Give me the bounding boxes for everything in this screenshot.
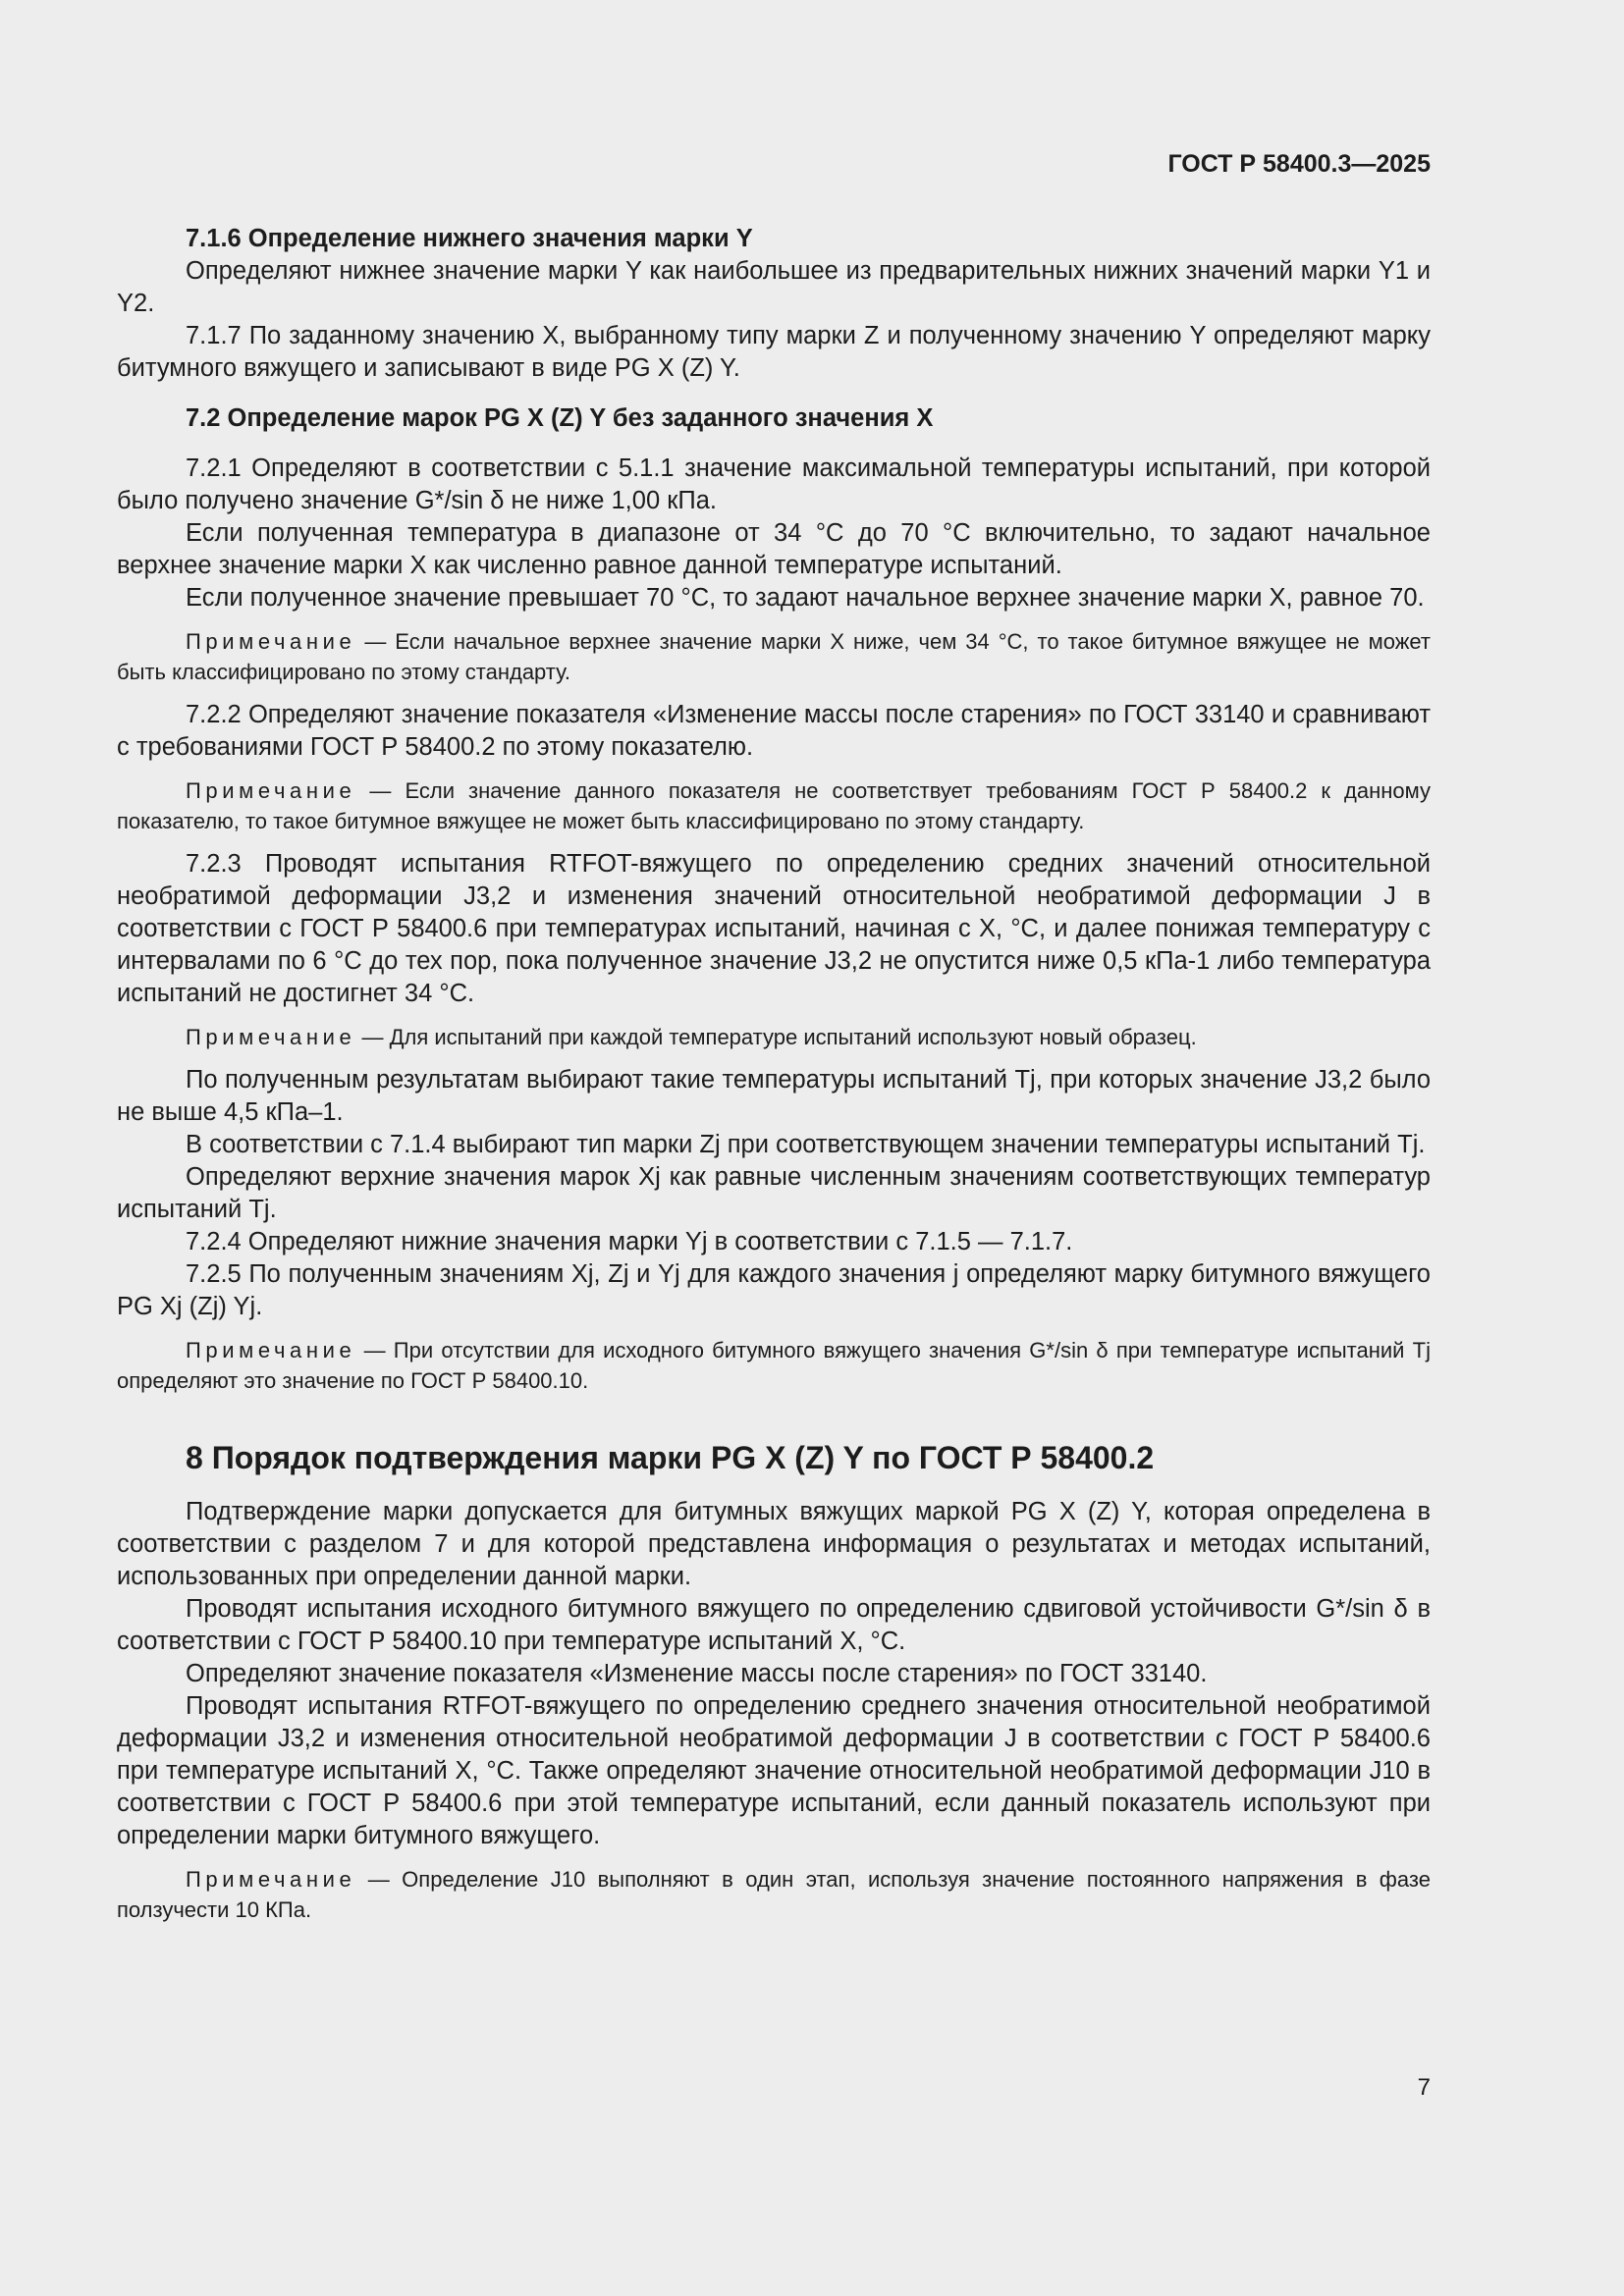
paragraph-8-2: Проводят испытания исходного битумного вяжущего по определению сдвиговой устойчивости G*/sin δ в соответствии с ГОСТ Р 58400.10 при температуре испытаний X, °С. <box>117 1595 1431 1655</box>
note-label: Примечание <box>186 629 356 654</box>
page-content <box>117 223 1431 1925</box>
paragraph-7-1-6: Определяют нижнее значение марки Y как наибольшее из предварительных нижних значений марки Y1 и Y2. <box>117 257 1431 317</box>
note-1 <box>117 626 1431 687</box>
paragraph-7-2-1-c: Если полученное значение превышает 70 °С, то задают начальное верхнее значение марки X, равное 70. <box>186 584 1425 612</box>
paragraph-8-4: Проводят испытания RTFOT-вяжущего по определению среднего значения относительной необратимой деформации J3,2 и изменения относительной необратимой деформации J в соответствии с ГОСТ Р 58400.6 при температуре испытаний X, °С. Также определяют значение относительной необратимой деформации J10 в соответствии с ГОСТ Р 58400.6 при этой температуре испытаний, если данный показатель используют при определении марки битумного вяжущего. <box>117 1692 1431 1849</box>
note-label: Примечание <box>186 1338 356 1362</box>
note-label: Примечание <box>186 778 356 803</box>
paragraph-8-3: Определяют значение показателя «Изменение массы после старения» по ГОСТ 33140. <box>186 1660 1208 1687</box>
note-3 <box>117 1022 1431 1052</box>
paragraph-7-2-1-b: Если полученная температура в диапазоне от 34 °С до 70 °С включительно, то задают начальное верхнее значение марки X как численно равное данной температуре испытаний. <box>117 519 1431 579</box>
paragraph-7-2-4: 7.2.4 Определяют нижние значения марки Yj в соответствии с 7.1.5 — 7.1.7. <box>186 1228 1073 1255</box>
note-label: Примечание <box>186 1025 356 1049</box>
note-4 <box>117 1335 1431 1396</box>
document-id: ГОСТ Р 58400.3—2025 <box>1167 150 1431 178</box>
note-text: — Если начальное верхнее значение марки X ниже, чем 34 °С, то такое битумное вяжущее не может быть классифицировано по этому стандарту. <box>117 629 1431 684</box>
paragraph-7-2-3-b: По полученным результатам выбирают такие температуры испытаний Tj, при которых значение J3,2 было не выше 4,5 кПа–1. <box>117 1066 1431 1126</box>
note-label: Примечание <box>186 1867 356 1892</box>
paragraph-7-2-3-d: Определяют верхние значения марок Xj как равные численным значениям соответствующих температур испытаний Tj. <box>117 1163 1431 1223</box>
note-text: — Для испытаний при каждой температуре испытаний используют новый образец. <box>361 1025 1197 1049</box>
heading-section-8: 8 Порядок подтверждения марки PG X (Z) Y по ГОСТ Р 58400.2 <box>186 1440 1155 1475</box>
heading-7-2: 7.2 Определение марок PG X (Z) Y без заданного значения X <box>186 404 934 432</box>
paragraph-7-2-5: 7.2.5 По полученным значениям Xj, Zj и Yj для каждого значения j определяют марку битумного вяжущего PG Xj (Zj) Yj. <box>117 1260 1431 1320</box>
note-2 <box>117 775 1431 836</box>
paragraph-7-2-3: 7.2.3 Проводят испытания RTFOT-вяжущего по определению средних значений относительной необратимой деформации J3,2 и изменения значений относительной необратимой деформации J в соответствии с ГОСТ Р 58400.6 при температурах испытаний, начиная с X, °С, и далее понижая температуру с интервалами по 6 °С до тех пор, пока полученное значение J3,2 не опустится ниже 0,5 кПа-1 либо температура испытаний не достигнет 34 °С. <box>117 850 1431 1007</box>
note-text: — Если значение данного показателя не соответствует требованиям ГОСТ Р 58400.2 к данному показателю, то такое битумное вяжущее не может быть классифицировано по этому стандарту. <box>117 778 1431 833</box>
heading-7-1-6: 7.1.6 Определение нижнего значения марки Y <box>186 225 753 252</box>
paragraph-7-1-7: 7.1.7 По заданному значению X, выбранному типу марки Z и полученному значению Y определяют марку битумного вяжущего и записывают в виде PG X (Z) Y. <box>117 322 1431 382</box>
note-text: — При отсутствии для исходного битумного вяжущего значения G*/sin δ при температуре испытаний Tj определяют это значение по ГОСТ Р 58400.10. <box>117 1338 1431 1393</box>
page-number: 7 <box>1417 2074 1431 2101</box>
note-text: — Определение J10 выполняют в один этап, используя значение постоянного напряжения в фазе ползучести 10 КПа. <box>117 1867 1431 1922</box>
paragraph-7-2-1: 7.2.1 Определяют в соответствии с 5.1.1 значение максимальной температуры испытаний, при которой было получено значение G*/sin δ не ниже 1,00 кПа. <box>117 454 1431 514</box>
paragraph-7-2-3-c: В соответствии с 7.1.4 выбирают тип марки Zj при соответствующем значении температуры испытаний Tj. <box>186 1131 1426 1158</box>
note-5 <box>117 1864 1431 1925</box>
paragraph-7-2-2: 7.2.2 Определяют значение показателя «Изменение массы после старения» по ГОСТ 33140 и сравнивают с требованиями ГОСТ Р 58400.2 по этому показателю. <box>117 701 1431 761</box>
paragraph-8-1: Подтверждение марки допускается для битумных вяжущих маркой PG X (Z) Y, которая определена в соответствии с разделом 7 и для которой представлена информация о результатах и методах испытаний, использованных при определении данной марки. <box>117 1498 1431 1590</box>
